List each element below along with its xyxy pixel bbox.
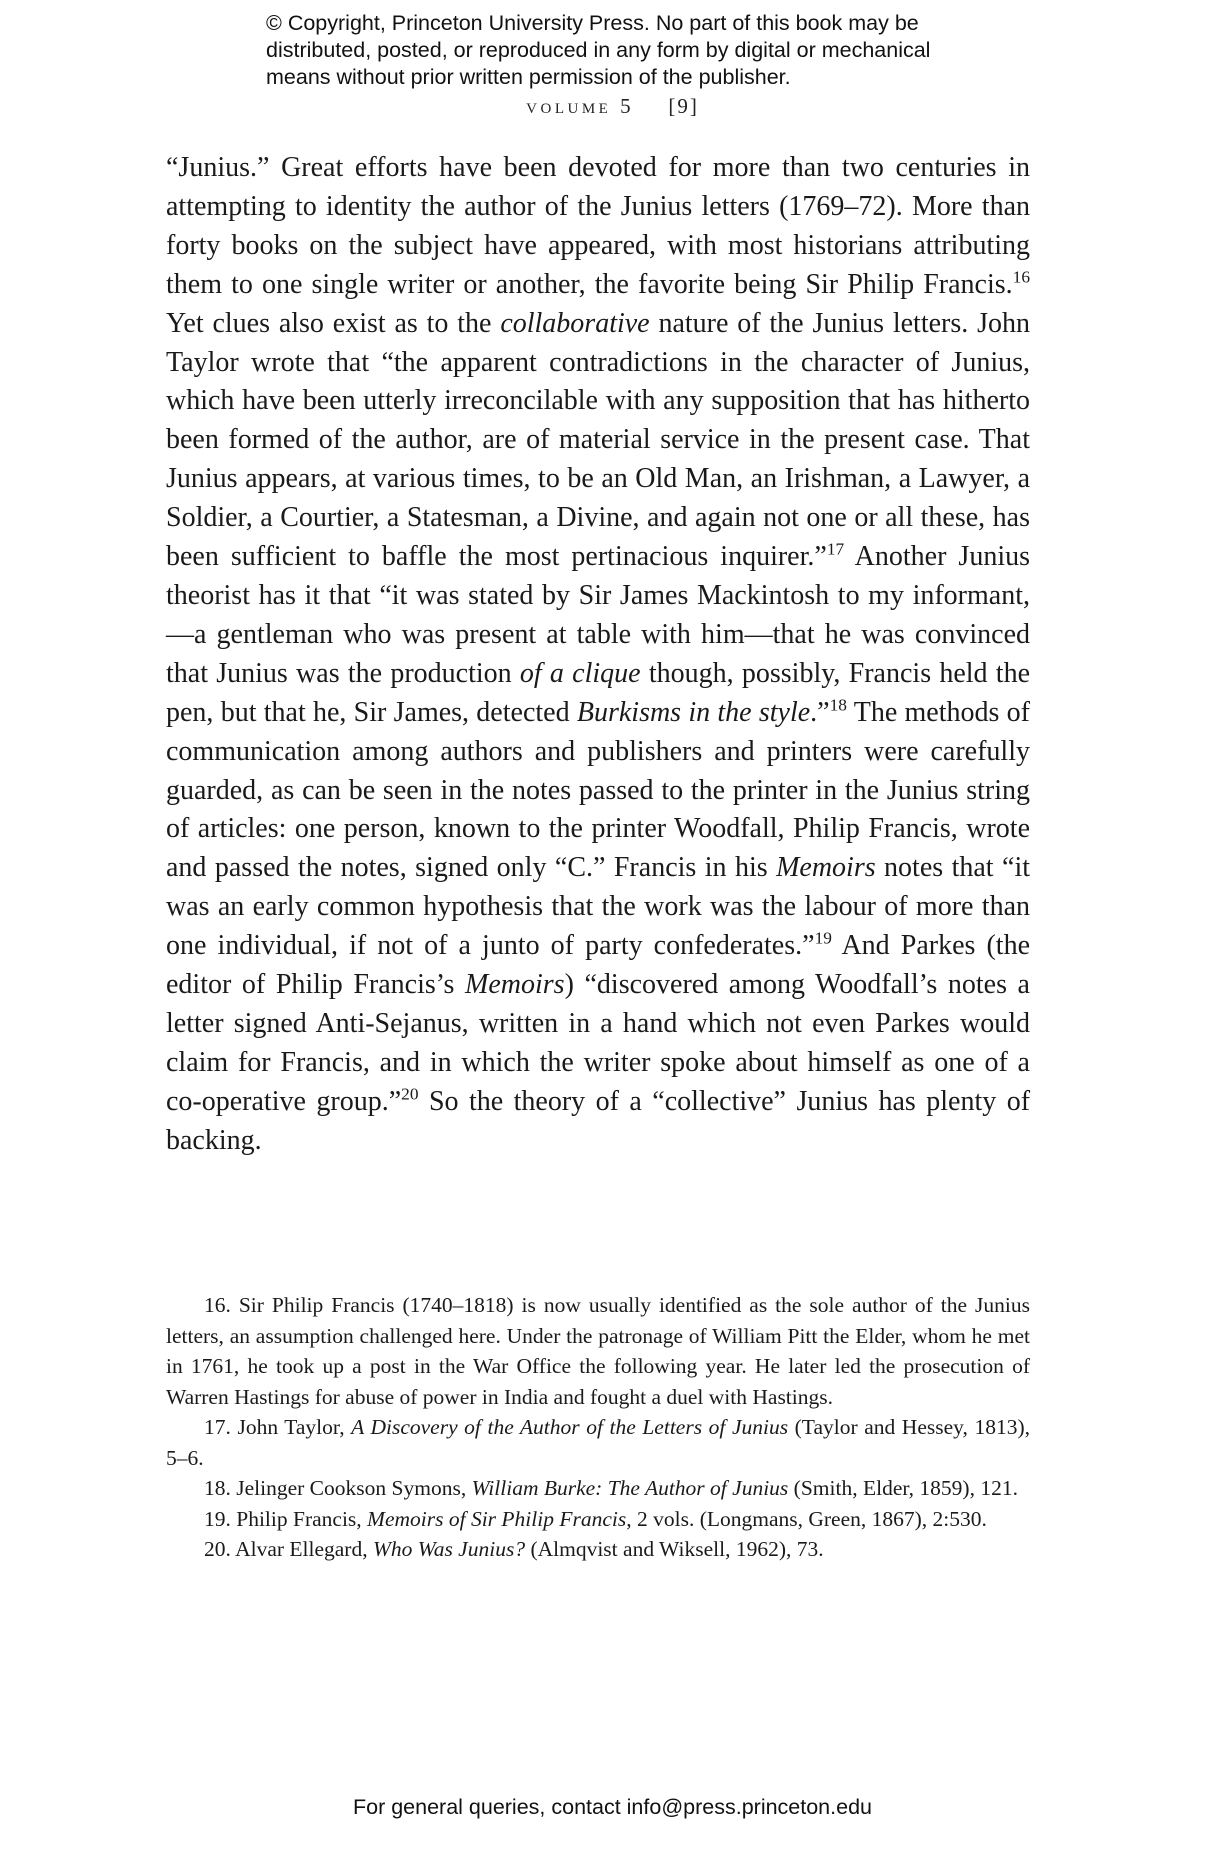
footnote-18 (166, 1473, 1030, 1504)
body-paragraph (166, 149, 1030, 1161)
body-text (166, 149, 1030, 1161)
footnotes (166, 1290, 1030, 1565)
text-run: though, possibly, Francis held the pen, but that he, Sir James, detected (166, 657, 1031, 728)
volume-label: volume 5 (526, 94, 635, 118)
footnote-16: 16. Sir Philip Francis (1740–1818) is now usually identified as the sole author of the Junius letters, an assumption challenged here. Under the patronage of William Pitt the Elder, whom he met in 1761, he took up a post in the War Office the following year. He later led the prosecution of Warren Hastings for abuse of power in India and fought a duel with Hastings. (166, 1293, 1030, 1409)
text-run: , 2 vols. (Longmans, Green, 1867), 2:530. (626, 1506, 987, 1531)
text-run: And Parkes (the editor of Philip Francis’s (166, 930, 1030, 1001)
footnote-ref-20[interactable]: 20 (401, 1084, 419, 1104)
footnote-ref-18[interactable]: 18 (829, 695, 847, 715)
emphasis: of a clique (519, 657, 641, 689)
text-run: “Junius.” Great efforts have been devoted for more than two centuries in attempting to identity the author of the Junius letters (1769–72). More than forty books on the subject have appeared, with most historians attributing them to one single writer or another, the favorite being Sir Philip Francis. (166, 152, 1030, 300)
text-run: notes that “it was an early common hypothesis that the work was the labour of more than one individual, if not of a junto of party confederates.” (166, 852, 1030, 962)
footer-contact: For general queries, contact info@press.princeton.edu (352, 1795, 872, 1819)
copyright-line: distributed, posted, or reproduced in any form by digital or mechanical (266, 38, 931, 62)
copyright-line: © Copyright, Princeton University Press. No part of this book may be (266, 11, 919, 35)
emphasis: Burkisms in the style (576, 696, 811, 728)
text-run: The methods of communication among authors and publishers and printers were carefully guarded, as can be seen in the notes passed to the printer in the Junius string of articles: one person, known to the printer Woodfall, Philip Francis, wrote and passed the notes, signed only “C.” Francis in his (166, 696, 1030, 884)
page-number: [9] (668, 94, 699, 118)
text-run: (Taylor and Hessey, 1813), 5–6. (166, 1415, 1030, 1470)
text-run: 20. Alvar Ellegard, (204, 1537, 373, 1561)
text-run: Another Junius theorist has it that “it was stated by Sir James Mackintosh to my informant,—a gentleman who was present at table with him—that he was convinced that Junius was the production (166, 541, 1030, 689)
text-run: (Smith, Elder, 1859), 121. (788, 1476, 1018, 1500)
text-run: .” (810, 696, 830, 728)
footnote-ref-16[interactable]: 16 (1012, 267, 1030, 287)
book-title: Memoirs of Sir Philip Francis (367, 1506, 627, 1531)
text-run: (Almqvist and Wiksell, 1962), 73. (525, 1537, 824, 1561)
text-run: 19. Philip Francis, (204, 1506, 368, 1531)
book-title: Who Was Junius? (372, 1537, 526, 1561)
text-run: ) “discovered among Woodfall’s notes a letter signed Anti-Sejanus, written in a hand which not even Parkes would claim for Francis, and in which the writer spoke about himself as one of a co-operative group.” (166, 969, 1030, 1117)
copyright-line: means without prior written permission of the publisher. (266, 65, 791, 89)
footnote-17 (166, 1412, 1030, 1473)
text-run: So the theory of a “collective” Junius has plenty of backing. (166, 1085, 1031, 1156)
copyright-notice (266, 10, 1026, 91)
text-run: nature of the Junius letters. John Taylor wrote that “the apparent contradictions in the character of Junius, which have been utterly irreconcilable with any supposition that has hitherto been formed of the author, are of material service in the present case. That Junius appears, at various times, to be an Old Man, an Irishman, a Lawyer, a Soldier, a Courtier, a Statesman, a Divine, and again not one or all these, has been sufficient to baffle the most pertinacious inquirer.” (166, 307, 1031, 573)
emphasis: Memoirs (776, 852, 876, 884)
footnote-20 (166, 1534, 1030, 1565)
text-run: 18. Jelinger Cookson Symons, (204, 1476, 472, 1500)
emphasis: collaborative (500, 307, 650, 339)
footnote-19 (166, 1504, 1030, 1535)
book-title: A Discovery of the Author of the Letters of Junius (351, 1415, 789, 1439)
text-run: 17. John Taylor, (204, 1415, 352, 1439)
running-head (0, 94, 1225, 119)
footnote-ref-17[interactable]: 17 (826, 539, 845, 559)
text-run: Yet clues also exist as to the (166, 307, 501, 339)
footnote-ref-19[interactable]: 19 (814, 928, 832, 948)
emphasis: Memoirs (465, 969, 565, 1001)
book-title: William Burke: The Author of Junius (471, 1476, 789, 1500)
